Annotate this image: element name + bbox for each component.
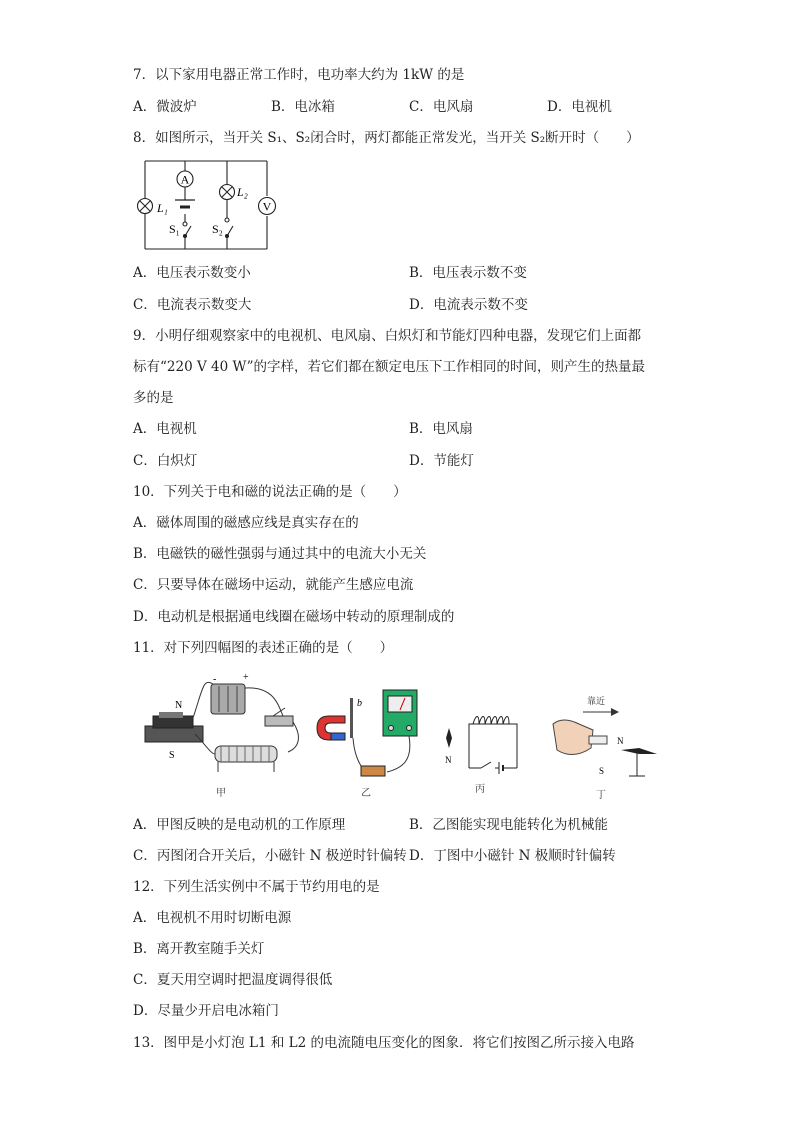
svg-text:N: N (175, 700, 183, 711)
q12-option-a: A．电视机不用时切断电源 (133, 910, 292, 926)
label-s1: S₁ (169, 222, 180, 236)
q9-option-d: D．节能灯 (409, 453, 474, 469)
q12-option-c: C．夏天用空调时把温度调得很低 (133, 972, 333, 988)
q12-option-b: B．离开教室随手关灯 (133, 941, 265, 957)
q8-option-c: C．电流表示数变大 (133, 297, 252, 313)
svg-text:S: S (599, 766, 605, 776)
q9-stem-line-3: 多的是 (133, 390, 174, 406)
q8-stem: 8．如图所示，当开关 S₁、S₂闭合时，两灯都能正常发光，当开关 S₂断开时（ ） (133, 130, 640, 146)
q10-option-b: B．电磁铁的磁性强弱与通过其中的电流大小无关 (133, 546, 427, 562)
figure-yi-magnet-galvanometer (317, 690, 417, 799)
q13-stem: 13．图甲是小灯泡 L1 和 L2 的电流随电压变化的图象．将它们按图乙所示接入电路 (133, 1035, 635, 1051)
q11-figures (133, 668, 673, 803)
ammeter-symbol (177, 171, 193, 187)
battery-symbol (175, 200, 195, 207)
q7-option-b: B．电冰箱 (271, 99, 335, 115)
svg-text:A: A (180, 172, 190, 187)
figure-jia-generator (145, 672, 298, 799)
q8-option-d: D．电流表示数不变 (409, 297, 528, 313)
svg-text:靠近: 靠近 (587, 696, 606, 706)
q11-stem: 11．对下列四幅图的表述正确的是（ ） (133, 640, 394, 656)
q11-option-d: D．丁图中小磁针 N 极顺时针偏转 (409, 848, 616, 864)
switch-s2-symbol (225, 218, 233, 238)
q10-option-d: D．电动机是根据通电线圈在磁场中转动的原理制成的 (133, 609, 455, 625)
svg-text:b: b (357, 698, 362, 709)
voltmeter-symbol (259, 198, 276, 215)
figure-bing-solenoid (445, 717, 517, 796)
q11-option-b: B．乙图能实现电能转化为机械能 (409, 817, 608, 833)
label-s2: S₂ (212, 222, 223, 236)
q10-option-a: A．磁体周围的磁感应线是真实存在的 (133, 515, 359, 531)
switch-s1-symbol (183, 222, 191, 238)
figure-ding-magnet-compass (553, 695, 657, 801)
svg-text:N: N (445, 755, 452, 765)
lamp-l2-symbol (220, 185, 235, 200)
q12-option-d: D．尽量少开启电冰箱门 (133, 1003, 279, 1019)
q9-stem-line-1: 9．小明仔细观察家中的电视机、电风扇、白炽灯和节能灯四种电器，发现它们上面都 (133, 328, 642, 344)
svg-text:-: - (213, 674, 217, 685)
svg-text:乙: 乙 (361, 788, 371, 799)
q9-option-b: B．电风扇 (409, 421, 473, 437)
svg-text:S: S (169, 750, 175, 761)
svg-text:V: V (262, 199, 272, 214)
q9-stem-line-2: 标有“220 V 40 W”的字样，若它们都在额定电压下工作相同的时间，则产生的热量最 (133, 359, 645, 375)
q7-option-d: D．电视机 (547, 99, 612, 115)
svg-text:N: N (617, 736, 624, 746)
label-l2: L₂ (237, 185, 248, 199)
label-l1: L₁ (157, 201, 168, 215)
svg-text:丁: 丁 (596, 790, 606, 801)
q8-circuit-diagram (133, 156, 283, 252)
q10-stem: 10．下列关于电和磁的说法正确的是（ ） (133, 484, 407, 500)
q7-option-c: C．电风扇 (409, 99, 474, 115)
q9-option-c: C．白炽灯 (133, 453, 198, 469)
q11-option-a: A．甲图反映的是电动机的工作原理 (133, 817, 346, 833)
svg-text:甲: 甲 (216, 788, 226, 799)
q8-option-a: A．电压表示数变小 (133, 265, 251, 281)
lamp-l1-symbol (138, 199, 153, 214)
q11-option-c: C．丙图闭合开关后，小磁针 N 极逆时针偏转 (133, 848, 407, 864)
q10-option-c: C．只要导体在磁场中运动，就能产生感应电流 (133, 577, 414, 593)
svg-text:丙: 丙 (475, 784, 485, 795)
q7-stem: 7．以下家用电器正常工作时，电功率大约为 1kW 的是 (133, 67, 465, 83)
q7-option-a: A．微波炉 (133, 99, 197, 115)
q9-option-a: A．电视机 (133, 421, 197, 437)
svg-text:+: + (243, 672, 249, 683)
q12-stem: 12．下列生活实例中不属于节约用电的是 (133, 879, 380, 895)
q8-option-b: B．电压表示数不变 (409, 265, 527, 281)
